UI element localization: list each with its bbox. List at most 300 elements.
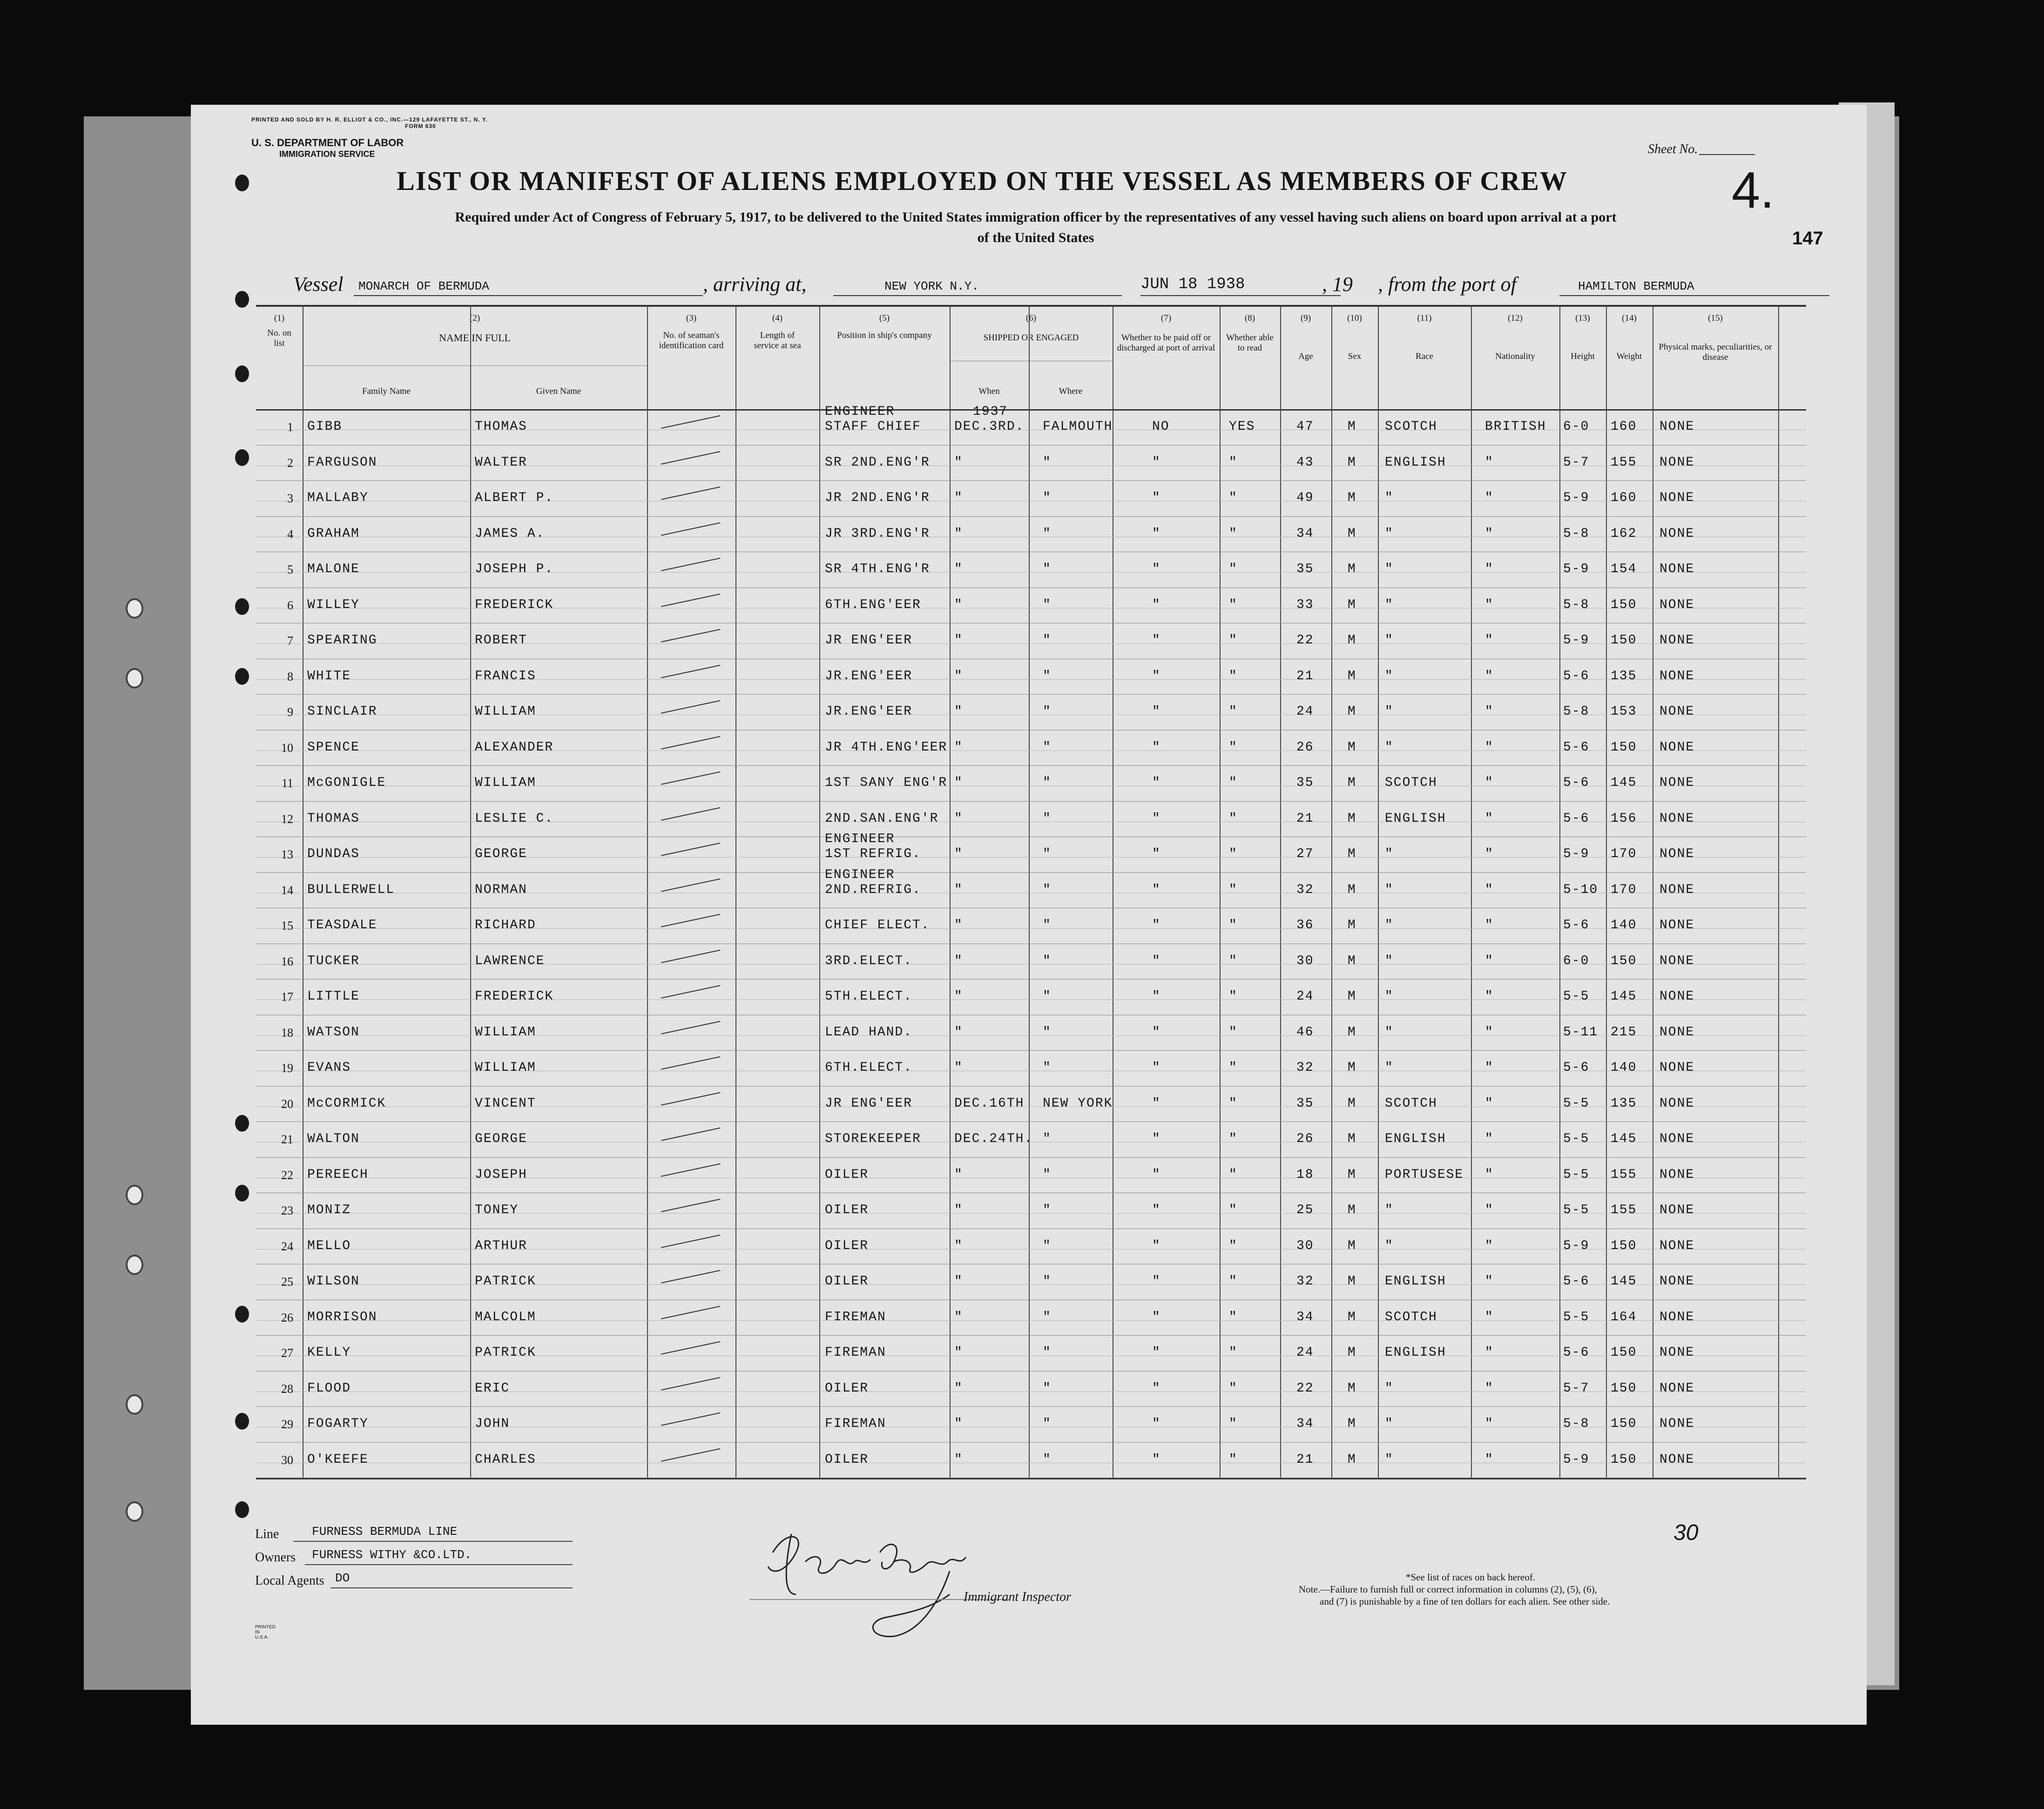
cell-weight: 135 — [1611, 1096, 1637, 1111]
cell-paid: " — [1152, 1132, 1161, 1147]
cell-position-line1: ENGINEER — [825, 867, 895, 882]
cell-height: 5-8 — [1563, 597, 1590, 612]
vessel-label: Vessel — [293, 273, 344, 296]
cell-marks: NONE — [1659, 1132, 1695, 1147]
cell-race: " — [1385, 918, 1394, 933]
cell-height: 5-6 — [1563, 668, 1590, 683]
cell-race: " — [1385, 847, 1394, 862]
cell-marks: NONE — [1659, 740, 1695, 755]
cell-height: 5-8 — [1563, 704, 1590, 719]
table-top-rule — [256, 305, 1806, 307]
cell-age: 22 — [1296, 1381, 1314, 1396]
binder-hole — [235, 1501, 249, 1518]
cell-height: 5-9 — [1563, 847, 1590, 862]
cell-given: WILLIAM — [475, 776, 536, 790]
cell-sex: M — [1348, 1060, 1356, 1075]
owners-value: FURNESS WITHY &CO.LTD. — [312, 1548, 472, 1562]
cell-race: " — [1385, 1203, 1394, 1218]
cell-height: 5-5 — [1563, 1096, 1590, 1111]
cell-height: 5-5 — [1563, 1203, 1590, 1218]
cell-weight: 140 — [1611, 1060, 1637, 1075]
cell-race: " — [1385, 740, 1394, 755]
cell-nationality: " — [1485, 1381, 1494, 1396]
cell-when: " — [954, 1417, 963, 1431]
col-12-number: (12) — [1508, 313, 1523, 323]
seaman-card-dash — [661, 1448, 721, 1462]
col-15-number: (15) — [1708, 313, 1723, 323]
row-rule — [256, 765, 1806, 766]
column-rule — [950, 305, 951, 1478]
binder-hole — [235, 365, 249, 382]
cell-family: GIBB — [307, 419, 343, 434]
handwritten-sheet-number: 4. — [1732, 162, 1774, 219]
row-rule — [256, 1086, 1806, 1087]
cell-position: OILER — [825, 1381, 869, 1396]
cell-age: 43 — [1296, 455, 1314, 470]
cell-when: " — [954, 1025, 963, 1040]
cell-family: McGONIGLE — [307, 776, 386, 790]
cell-height: 5-7 — [1563, 455, 1590, 470]
row-number: 27 — [281, 1346, 293, 1360]
table-bottom-rule — [256, 1478, 1806, 1479]
column-rule — [819, 305, 820, 1478]
cell-paid: " — [1152, 633, 1161, 648]
col-weight-header: Weight — [1616, 351, 1642, 361]
cell-position: 6TH.ELECT. — [825, 1060, 913, 1075]
col-race-header: Race — [1416, 351, 1433, 361]
handwritten-total: 30 — [1673, 1520, 1699, 1545]
cell-given: THOMAS — [475, 419, 527, 434]
cell-family: BULLERWELL — [307, 882, 395, 897]
cell-nationality: " — [1485, 526, 1494, 541]
cell-race: " — [1385, 597, 1394, 612]
cell-race: " — [1385, 668, 1394, 683]
cell-given: VINCENT — [475, 1096, 536, 1111]
cell-height: 5-5 — [1563, 1310, 1590, 1324]
cell-race: PORTUSESE — [1385, 1167, 1464, 1182]
col-9-number: (9) — [1300, 313, 1311, 323]
cell-sex: M — [1348, 455, 1356, 470]
cell-nationality: " — [1485, 740, 1494, 755]
cell-where: " — [1043, 740, 1052, 755]
cell-sex: M — [1348, 1025, 1356, 1040]
stamped-page-number: 147 — [1792, 228, 1823, 249]
seaman-card-dash — [661, 629, 721, 642]
row-rule — [256, 516, 1806, 517]
cell-height: 6-0 — [1563, 419, 1590, 434]
seaman-card-dash — [661, 843, 721, 856]
row-rule — [256, 1121, 1806, 1122]
cell-read: " — [1229, 1025, 1238, 1040]
cell-height: 5-9 — [1563, 1238, 1590, 1253]
name-subheader-rule — [303, 365, 647, 366]
binder-hole — [235, 449, 249, 466]
cell-marks: NONE — [1659, 1096, 1695, 1111]
cell-when: " — [954, 1238, 963, 1253]
cell-height: 5-6 — [1563, 918, 1590, 933]
owners-label: Owners — [255, 1550, 296, 1565]
binder-hole — [235, 1413, 249, 1430]
cell-family: WILSON — [307, 1274, 360, 1289]
cell-marks: NONE — [1659, 1238, 1695, 1253]
col-given-name-header: Given Name — [536, 386, 581, 396]
binder-hole — [235, 598, 249, 615]
cell-paid: " — [1152, 1345, 1161, 1360]
row-rule — [256, 480, 1806, 481]
cell-given: WALTER — [475, 455, 527, 470]
cell-nationality: " — [1485, 597, 1494, 612]
cell-race: " — [1385, 1381, 1394, 1396]
cell-age: 27 — [1296, 847, 1314, 862]
cell-sex: M — [1348, 1238, 1356, 1253]
cell-family: TUCKER — [307, 953, 360, 968]
cell-marks: NONE — [1659, 1274, 1695, 1289]
crew-table — [256, 305, 1806, 1478]
seaman-card-dash — [661, 1056, 721, 1070]
cell-where: " — [1043, 1417, 1052, 1431]
cell-paid: " — [1152, 1274, 1161, 1289]
seaman-card-dash — [661, 950, 721, 963]
binder-hole — [126, 1185, 143, 1205]
cell-paid: " — [1152, 776, 1161, 790]
cell-where: " — [1043, 526, 1052, 541]
row-rule — [256, 1442, 1806, 1443]
cell-position-line1: ENGINEER — [825, 405, 895, 419]
cell-family: McCORMICK — [307, 1096, 386, 1111]
cell-paid: " — [1152, 1238, 1161, 1253]
cell-where: " — [1043, 989, 1052, 1004]
cell-family: KELLY — [307, 1345, 351, 1360]
seaman-card-dash — [661, 1341, 721, 1355]
seaman-card-dash — [661, 1127, 721, 1141]
cell-family: MELLO — [307, 1238, 351, 1253]
cell-weight: 145 — [1611, 776, 1637, 790]
cell-marks: NONE — [1659, 562, 1695, 577]
cell-given: MALCOLM — [475, 1310, 536, 1324]
cell-when: " — [954, 882, 963, 897]
cell-height: 5-5 — [1563, 1132, 1590, 1147]
cell-race: " — [1385, 1452, 1394, 1467]
cell-read: " — [1229, 597, 1238, 612]
cell-where: " — [1043, 1132, 1052, 1147]
cell-race: " — [1385, 989, 1394, 1004]
cell-when: " — [954, 1452, 963, 1467]
cell-race: " — [1385, 704, 1394, 719]
cell-height: 5-9 — [1563, 1452, 1590, 1467]
cell-weight: 154 — [1611, 562, 1637, 577]
cell-weight: 150 — [1611, 1345, 1637, 1360]
cell-nationality: " — [1485, 633, 1494, 648]
cell-nationality: " — [1485, 1025, 1494, 1040]
cell-given: JOSEPH — [475, 1167, 527, 1182]
cell-marks: NONE — [1659, 811, 1695, 826]
cell-nationality: " — [1485, 882, 1494, 897]
cell-marks: NONE — [1659, 633, 1695, 648]
cell-where: " — [1043, 491, 1052, 506]
cell-paid: " — [1152, 704, 1161, 719]
cell-family: THOMAS — [307, 811, 360, 826]
col-14-number: (14) — [1622, 313, 1637, 323]
seaman-card-dash — [661, 1306, 721, 1319]
line-rule — [293, 1541, 573, 1542]
cell-weight: 150 — [1611, 1452, 1637, 1467]
cell-marks: NONE — [1659, 989, 1695, 1004]
cell-height: 5-6 — [1563, 740, 1590, 755]
cell-sex: M — [1348, 704, 1356, 719]
cell-family: SINCLAIR — [307, 704, 378, 719]
row-number: 9 — [287, 705, 293, 719]
cell-when: " — [954, 989, 963, 1004]
cell-race: " — [1385, 491, 1394, 506]
cell-read: YES — [1229, 419, 1255, 434]
cell-marks: NONE — [1659, 918, 1695, 933]
cell-sex: M — [1348, 491, 1356, 506]
cell-race: " — [1385, 1417, 1394, 1431]
arriving-rule — [833, 295, 1122, 296]
row-number: 2 — [287, 456, 293, 470]
cell-age: 35 — [1296, 1096, 1314, 1111]
cell-weight: 150 — [1611, 953, 1637, 968]
row-rule — [256, 1406, 1806, 1407]
seaman-card-dash — [661, 451, 721, 465]
line-label: Line — [255, 1527, 279, 1541]
col-6-number: (6) — [1025, 313, 1037, 323]
cell-marks: NONE — [1659, 1025, 1695, 1040]
from-port-label: , from the port of — [1378, 273, 1517, 296]
cell-age: 32 — [1296, 882, 1314, 897]
cell-position: JR 4TH.ENG'EER — [825, 740, 948, 755]
cell-nationality: " — [1485, 562, 1494, 577]
row-number: 30 — [281, 1453, 293, 1467]
cell-marks: NONE — [1659, 1417, 1695, 1431]
cell-paid: " — [1152, 1203, 1161, 1218]
row-number: 7 — [287, 634, 293, 648]
cell-paid: " — [1152, 526, 1161, 541]
cell-marks: NONE — [1659, 1345, 1695, 1360]
cell-where: " — [1043, 1025, 1052, 1040]
cell-where: " — [1043, 1345, 1052, 1360]
cell-sex: M — [1348, 1274, 1356, 1289]
cell-read: " — [1229, 1167, 1238, 1182]
seaman-card-dash — [661, 1021, 721, 1034]
cell-read: " — [1229, 1238, 1238, 1253]
department-heading: U. S. DEPARTMENT OF LABOR IMMIGRATION SERVICE — [251, 137, 404, 159]
cell-marks: NONE — [1659, 776, 1695, 790]
col-1-number: (1) — [274, 313, 285, 323]
cell-position: JR 2ND.ENG'R — [825, 491, 930, 506]
cell-read: " — [1229, 1345, 1238, 1360]
cell-weight: 150 — [1611, 597, 1637, 612]
cell-weight: 215 — [1611, 1025, 1637, 1040]
local-agents-rule — [331, 1587, 573, 1588]
seaman-card-dash — [661, 1092, 721, 1106]
row-rule — [256, 1335, 1806, 1336]
column-rule — [1471, 305, 1472, 1478]
cell-given: ROBERT — [475, 633, 527, 648]
cell-family: WATSON — [307, 1025, 360, 1040]
cell-sex: M — [1348, 847, 1356, 862]
cell-given: ARTHUR — [475, 1238, 527, 1253]
seaman-card-dash — [661, 1377, 721, 1390]
cell-family: SPENCE — [307, 740, 360, 755]
seaman-card-dash — [661, 1199, 721, 1212]
col-7-number: (7) — [1160, 313, 1172, 323]
cell-read: " — [1229, 1452, 1238, 1467]
row-number: 13 — [281, 848, 293, 862]
printed-in-usa: PRINTED IN U.S.A. — [255, 1625, 276, 1640]
cell-where: " — [1043, 918, 1052, 933]
col-where-header: Where — [1059, 386, 1083, 396]
cell-position: CHIEF ELECT. — [825, 918, 930, 933]
cell-nationality: " — [1485, 811, 1494, 826]
footnote: *See list of races on back hereof. Note.—Failure to furnish full or correct information in columns (2), (5), (6), and (7) is punishable by a fine of ten dollars for each alien. See other side. — [1299, 1572, 1610, 1607]
cell-given: WILLIAM — [475, 1060, 536, 1075]
cell-where: " — [1043, 633, 1052, 648]
cell-read: " — [1229, 776, 1238, 790]
cell-race: " — [1385, 1025, 1394, 1040]
cell-position: OILER — [825, 1452, 869, 1467]
cell-given: WILLIAM — [475, 1025, 536, 1040]
cell-given: PATRICK — [475, 1345, 536, 1360]
cell-weight: 155 — [1611, 455, 1637, 470]
cell-paid: " — [1152, 562, 1161, 577]
cell-read: " — [1229, 882, 1238, 897]
cell-family: MONIZ — [307, 1203, 351, 1218]
cell-height: 5-8 — [1563, 526, 1590, 541]
cell-position: 1ST SANY ENG'R — [825, 776, 948, 790]
cell-position: SR 2ND.ENG'R — [825, 455, 930, 470]
col-age-header: Age — [1298, 351, 1313, 361]
cell-where: " — [1043, 776, 1052, 790]
cell-where: " — [1043, 704, 1052, 719]
cell-read: " — [1229, 1417, 1238, 1431]
cell-paid: " — [1152, 1096, 1161, 1111]
binder-hole — [235, 668, 249, 685]
cell-when: DEC.16TH — [954, 1096, 1025, 1111]
column-rule — [1331, 305, 1332, 1478]
column-rule — [1280, 305, 1281, 1478]
cell-nationality: " — [1485, 1203, 1494, 1218]
cell-sex: M — [1348, 633, 1356, 648]
cell-nationality: " — [1485, 1417, 1494, 1431]
row-number: 25 — [281, 1275, 293, 1289]
cell-sex: M — [1348, 811, 1356, 826]
cell-marks: NONE — [1659, 526, 1695, 541]
cell-position-line1: ENGINEER — [825, 832, 895, 847]
cell-when: " — [954, 526, 963, 541]
cell-paid: NO — [1152, 419, 1170, 434]
cell-age: 35 — [1296, 562, 1314, 577]
row-number: 14 — [281, 883, 293, 897]
cell-when: " — [954, 491, 963, 506]
cell-weight: 170 — [1611, 847, 1637, 862]
cell-sex: M — [1348, 1167, 1356, 1182]
cell-age: 18 — [1296, 1167, 1314, 1182]
cell-marks: NONE — [1659, 1203, 1695, 1218]
cell-read: " — [1229, 918, 1238, 933]
sheet-number-rule — [1699, 154, 1755, 155]
cell-given: GEORGE — [475, 847, 527, 862]
cell-nationality: " — [1485, 1167, 1494, 1182]
cell-weight: 145 — [1611, 1132, 1637, 1147]
row-number: 12 — [281, 812, 293, 826]
cell-height: 5-8 — [1563, 1417, 1590, 1431]
cell-nationality: " — [1485, 918, 1494, 933]
cell-weight: 160 — [1611, 491, 1637, 506]
manifest-title: LIST OR MANIFEST OF ALIENS EMPLOYED ON THE VESSEL AS MEMBERS OF CREW — [397, 166, 1568, 196]
cell-weight: 150 — [1611, 1417, 1637, 1431]
line-value: FURNESS BERMUDA LINE — [312, 1525, 458, 1539]
cell-when: " — [954, 597, 963, 612]
cell-sex: M — [1348, 1310, 1356, 1324]
cell-family: TEASDALE — [307, 918, 378, 933]
cell-age: 30 — [1296, 1238, 1314, 1253]
cell-nationality: " — [1485, 953, 1494, 968]
cell-race: " — [1385, 562, 1394, 577]
col-shipped-header: SHIPPED OR ENGAGED — [983, 333, 1079, 343]
cell-height: 6-0 — [1563, 953, 1590, 968]
cell-when: " — [954, 455, 963, 470]
cell-when: " — [954, 704, 963, 719]
cell-nationality: " — [1485, 1096, 1494, 1111]
printer-imprint: PRINTED AND SOLD BY H. R. ELLIOT & CO., INC.—129 LAFAYETTE ST., N. Y. FORM 630 — [251, 116, 488, 129]
cell-where: " — [1043, 1381, 1052, 1396]
cell-nationality: " — [1485, 1452, 1494, 1467]
cell-family: WILLEY — [307, 597, 360, 612]
cell-nationality: " — [1485, 989, 1494, 1004]
cell-race: ENGLISH — [1385, 1132, 1446, 1147]
cell-sex: M — [1348, 668, 1356, 683]
cell-family: LITTLE — [307, 989, 360, 1004]
cell-given: PATRICK — [475, 1274, 536, 1289]
cell-nationality: BRITISH — [1485, 419, 1546, 434]
col-sex-header: Sex — [1348, 351, 1362, 361]
column-rule — [470, 305, 471, 1478]
cell-marks: NONE — [1659, 455, 1695, 470]
cell-read: " — [1229, 1203, 1238, 1218]
cell-age: 47 — [1296, 419, 1314, 434]
binder-hole — [126, 1255, 143, 1275]
cell-weight: 135 — [1611, 668, 1637, 683]
row-rule — [256, 872, 1806, 873]
cell-paid: " — [1152, 1310, 1161, 1324]
cell-race: " — [1385, 526, 1394, 541]
col-height-header: Height — [1571, 351, 1595, 361]
row-number: 28 — [281, 1382, 293, 1396]
cell-marks: NONE — [1659, 847, 1695, 862]
cell-race: ENGLISH — [1385, 455, 1446, 470]
cell-family: DUNDAS — [307, 847, 360, 862]
cell-height: 5-10 — [1563, 882, 1599, 897]
cell-race: SCOTCH — [1385, 1310, 1437, 1324]
inspector-signature — [754, 1525, 996, 1646]
cell-weight: 150 — [1611, 740, 1637, 755]
cell-height: 5-11 — [1563, 1025, 1599, 1040]
cell-weight: 150 — [1611, 1381, 1637, 1396]
cell-given: JOSEPH P. — [475, 562, 554, 577]
cell-age: 26 — [1296, 740, 1314, 755]
cell-family: FOGARTY — [307, 1417, 369, 1431]
cell-where: " — [1043, 597, 1052, 612]
column-rule — [1220, 305, 1221, 1478]
cell-paid: " — [1152, 668, 1161, 683]
cell-when: " — [954, 953, 963, 968]
seaman-card-dash — [661, 1235, 721, 1248]
column-rule — [735, 305, 736, 1478]
binder-hole — [235, 1115, 249, 1132]
cell-race: SCOTCH — [1385, 419, 1437, 434]
cell-weight: 160 — [1611, 419, 1637, 434]
